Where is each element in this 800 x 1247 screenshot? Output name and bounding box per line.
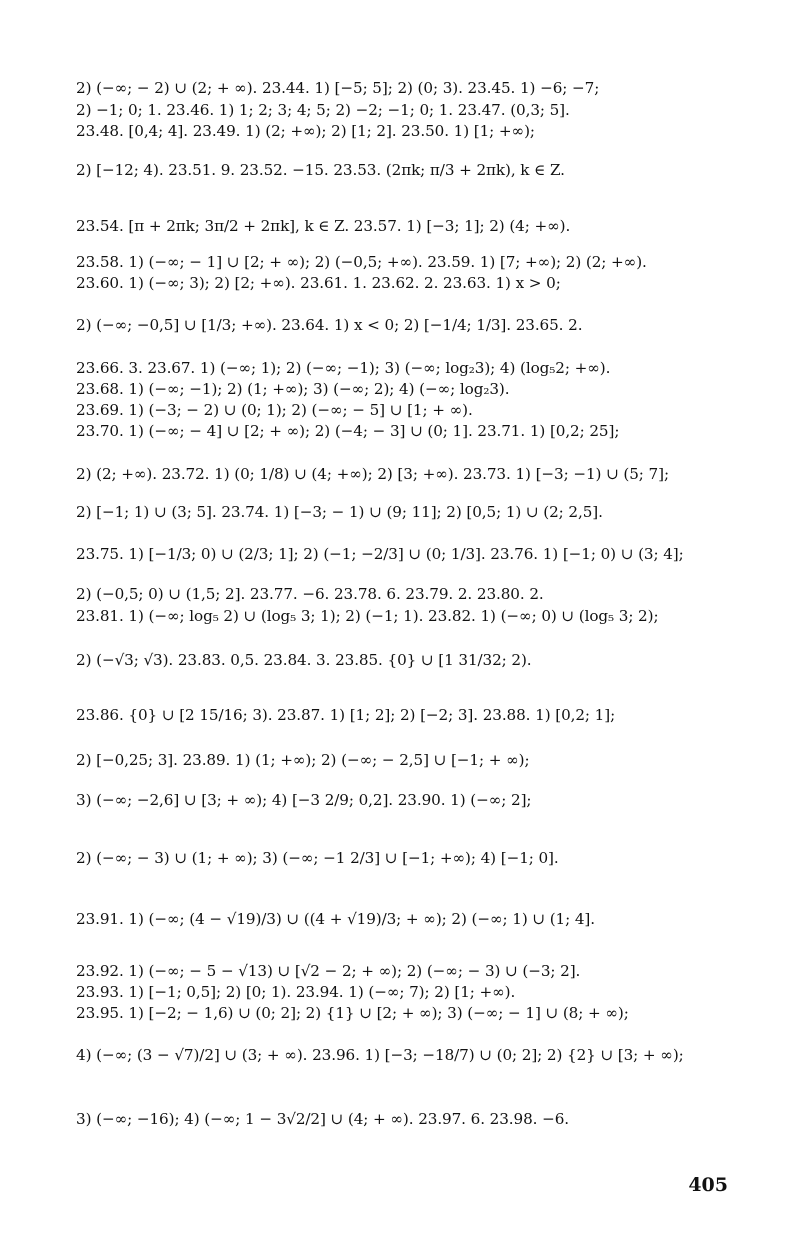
- text-line: 2) −1; 0; 1. 23.46. 1) 1; 2; 3; 4; 5; 2) −2; −1; 0; 1. 23.47. (0,3; 5].: [76, 101, 570, 119]
- text-line: 23.48. [0,4; 4]. 23.49. 1) (2; +∞); 2) [1; 2]. 23.50. 1) [1; +∞);: [76, 122, 535, 140]
- text-line: 23.95. 1) [−2; − 1,6) ∪ (0; 2]; 2) {1} ∪ [2; + ∞); 3) (−∞; − 1] ∪ (8; + ∞);: [76, 1004, 629, 1022]
- text-line: 23.75. 1) [−1/3; 0) ∪ (2/3; 1]; 2) (−1; −2/3] ∪ (0; 1/3]. 23.76. 1) [−1; 0) ∪ (3; 4];: [76, 545, 684, 563]
- text-line: 23.69. 1) (−3; − 2) ∪ (0; 1); 2) (−∞; − 5] ∪ [1; + ∞).: [76, 401, 473, 419]
- text-line: 23.93. 1) [−1; 0,5]; 2) [0; 1). 23.94. 1) (−∞; 7); 2) [1; +∞).: [76, 983, 516, 1001]
- text-line: 23.91. 1) (−∞; (4 − √19)/3) ∪ ((4 + √19)/3; + ∞); 2) (−∞; 1) ∪ (1; 4].: [76, 910, 595, 928]
- text-line: 2) (2; +∞). 23.72. 1) (0; 1/8) ∪ (4; +∞); 2) [3; +∞). 23.73. 1) [−3; −1) ∪ (5; 7];: [76, 465, 669, 483]
- text-line: 23.70. 1) (−∞; − 4] ∪ [2; + ∞); 2) (−4; − 3] ∪ (0; 1]. 23.71. 1) [0,2; 25];: [76, 422, 620, 440]
- text-line: 23.68. 1) (−∞; −1); 2) (1; +∞); 3) (−∞; 2); 4) (−∞; log₂3).: [76, 380, 510, 398]
- text-line: 2) (−0,5; 0) ∪ (1,5; 2]. 23.77. −6. 23.78. 6. 23.79. 2. 23.80. 2.: [76, 585, 544, 603]
- text-line: 2) [−1; 1) ∪ (3; 5]. 23.74. 1) [−3; − 1) ∪ (9; 11]; 2) [0,5; 1) ∪ (2; 2,5].: [76, 503, 603, 521]
- text-line: 2) [−12; 4). 23.51. 9. 23.52. −15. 23.53. (2πk; π/3 + 2πk), k ∈ Z.: [76, 161, 565, 179]
- text-line: 3) (−∞; −16); 4) (−∞; 1 − 3√2/2] ∪ (4; + ∞). 23.97. 6. 23.98. −6.: [76, 1110, 569, 1128]
- text-line: 2) (−∞; − 2) ∪ (2; + ∞). 23.44. 1) [−5; 5]; 2) (0; 3). 23.45. 1) −6; −7;: [76, 79, 600, 97]
- text-line: 3) (−∞; −2,6] ∪ [3; + ∞); 4) [−3 2/9; 0,2]. 23.90. 1) (−∞; 2];: [76, 791, 532, 809]
- text-line: 2) [−0,25; 3]. 23.89. 1) (1; +∞); 2) (−∞; − 2,5] ∪ [−1; + ∞);: [76, 751, 530, 769]
- text-line: 23.86. {0} ∪ [2 15/16; 3). 23.87. 1) [1; 2]; 2) [−2; 3]. 23.88. 1) [0,2; 1];: [76, 706, 616, 724]
- text-line: 2) (−√3; √3). 23.83. 0,5. 23.84. 3. 23.85. {0} ∪ [1 31/32; 2).: [76, 651, 532, 669]
- page-number: 405: [688, 1174, 728, 1196]
- text-line: 23.92. 1) (−∞; − 5 − √13) ∪ [√2 − 2; + ∞); 2) (−∞; − 3) ∪ (−3; 2].: [76, 962, 581, 980]
- text-line: 23.54. [π + 2πk; 3π/2 + 2πk], k ∈ Z. 23.57. 1) [−3; 1]; 2) (4; +∞).: [76, 217, 571, 235]
- text-line: 2) (−∞; −0,5] ∪ [1/3; +∞). 23.64. 1) x < 0; 2) [−1/4; 1/3]. 23.65. 2.: [76, 316, 583, 334]
- text-line: 4) (−∞; (3 − √7)/2] ∪ (3; + ∞). 23.96. 1) [−3; −18/7) ∪ (0; 2]; 2) {2} ∪ [3; + ∞);: [76, 1046, 684, 1064]
- text-line: 23.58. 1) (−∞; − 1] ∪ [2; + ∞); 2) (−0,5; +∞). 23.59. 1) [7; +∞); 2) (2; +∞).: [76, 253, 647, 271]
- text-line: 23.81. 1) (−∞; log₅ 2) ∪ (log₅ 3; 1); 2) (−1; 1). 23.82. 1) (−∞; 0) ∪ (log₅ 3; 2);: [76, 607, 659, 625]
- text-line: 23.60. 1) (−∞; 3); 2) [2; +∞). 23.61. 1. 23.62. 2. 23.63. 1) x > 0;: [76, 274, 561, 292]
- text-line: 23.66. 3. 23.67. 1) (−∞; 1); 2) (−∞; −1); 3) (−∞; log₂3); 4) (log₅2; +∞).: [76, 359, 611, 377]
- text-line: 2) (−∞; − 3) ∪ (1; + ∞); 3) (−∞; −1 2/3] ∪ [−1; +∞); 4) [−1; 0].: [76, 849, 559, 867]
